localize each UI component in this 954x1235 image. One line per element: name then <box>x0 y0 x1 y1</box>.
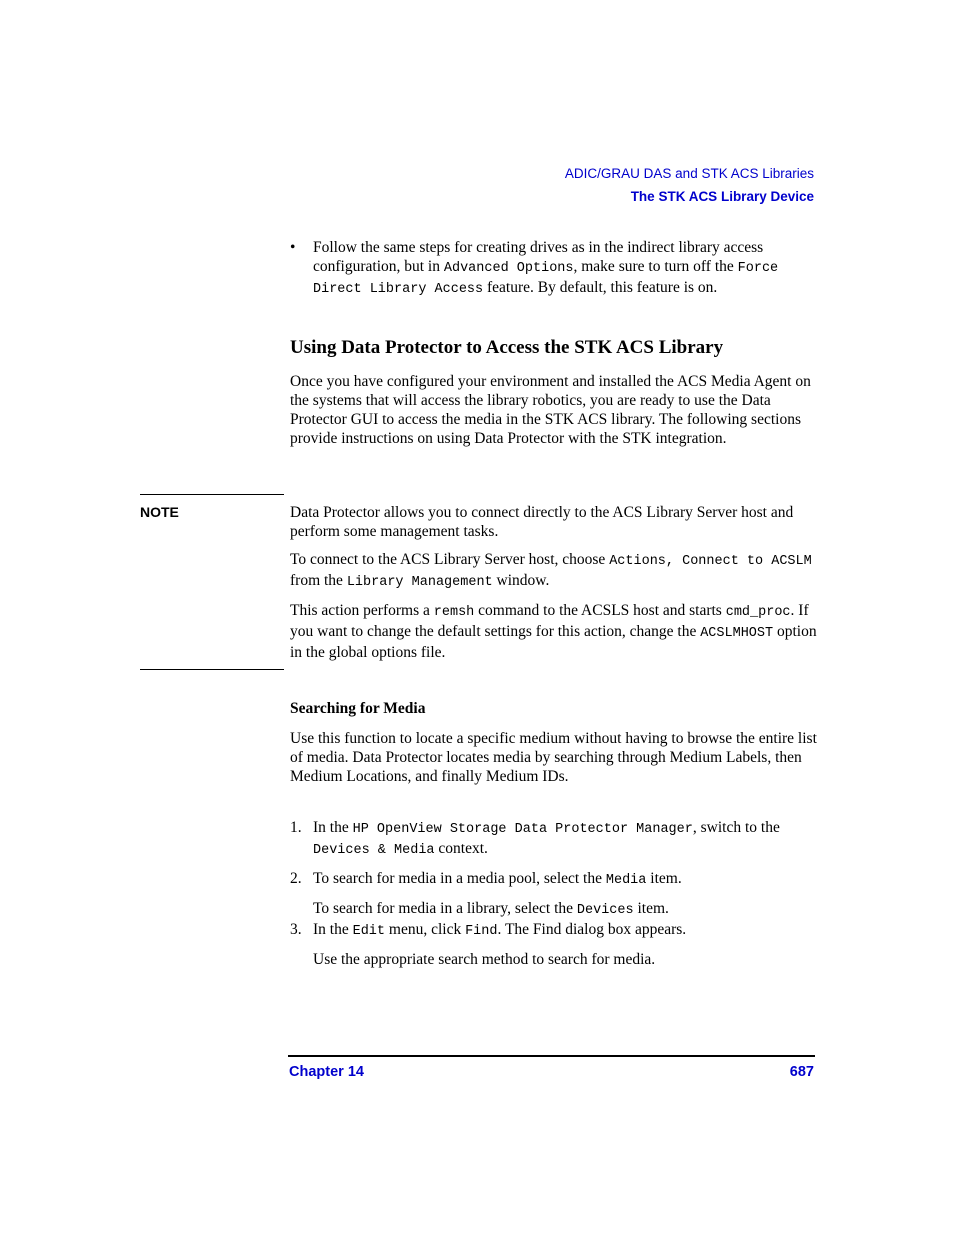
steps-list <box>290 818 818 969</box>
code-edit: Edit <box>352 924 386 939</box>
bullet-list <box>290 238 818 299</box>
list-item <box>290 818 818 860</box>
note-paragraph-2: To connect to the ACS Library Server host, choose Actions, Connect to ACSLM from the Library Management window. <box>290 551 812 590</box>
code-actions-connect: Actions, Connect to ACSLM <box>609 554 812 569</box>
list-item <box>290 920 818 941</box>
list-item <box>290 238 818 299</box>
step-text: In the Edit menu, click Find. The Find dialog box appears. <box>313 921 687 939</box>
section-intro: Once you have configured your environment and installed the ACS Media Agent on the systems that will access the library robotics, you are ready to use the Data Protector GUI to access the media in the STK ACS library. The following sections provide instructions on using Data Protector with the STK integration. <box>290 373 811 447</box>
step-number: 1. <box>290 819 302 836</box>
code-media: Media <box>605 873 647 888</box>
bullet-icon: • <box>290 239 296 256</box>
step-text: To search for media in a media pool, select the Media item. <box>313 870 682 888</box>
step-number: 2. <box>290 870 302 887</box>
bullet-text: Follow the same steps for creating drives as in the indirect library access configuration, but in Advanced Options, make sure to turn off the Force Direct Library Access feature. By default, this feature is on. <box>313 239 779 297</box>
code-remsh: remsh <box>433 605 475 620</box>
step-note: To search for media in a library, select the Devices item. <box>313 900 669 918</box>
note-rule-bottom <box>140 669 284 670</box>
note-label: NOTE <box>140 504 179 520</box>
running-header-chapter: ADIC/GRAU DAS and STK ACS Libraries <box>564 166 814 181</box>
code-cmd-proc: cmd_proc <box>725 605 791 620</box>
code-find: Find <box>465 924 498 939</box>
footer-page-number: 687 <box>789 1064 814 1080</box>
note-rule-top <box>140 494 284 495</box>
code-devices-media: Devices & Media <box>313 843 435 858</box>
code-library-management: Library Management <box>346 575 493 590</box>
step-number: 3. <box>290 921 302 938</box>
step-text: In the HP OpenView Storage Data Protector Manager, switch to the Devices & Media context. <box>313 819 780 858</box>
note-paragraph-1: Data Protector allows you to connect directly to the ACS Library Server host and perform some management tasks. <box>290 504 794 540</box>
code-advanced-options: Advanced Options <box>443 261 574 276</box>
footer-rule <box>288 1055 815 1057</box>
list-item <box>290 869 818 890</box>
code-force-direct-library-access: Force Direct Library Access <box>313 261 779 297</box>
code-devices: Devices <box>576 903 634 918</box>
subsection-intro: Use this function to locate a specific medium without having to browse the entire list of media. Data Protector locates media by searching through Medium Labels, then Medium Locations, and finally Medium IDs. <box>290 730 817 785</box>
note-paragraph-3: This action performs a remsh command to the ACSLS host and starts cmd_proc. If you want to change the default settings for this action, change the ACSLMHOST option in the global options file. <box>290 602 817 661</box>
running-header-section: The STK ACS Library Device <box>630 189 814 204</box>
section-heading: Using Data Protector to Access the STK ACS Library <box>290 337 724 358</box>
footer-chapter: Chapter 14 <box>289 1064 364 1080</box>
subsection-heading: Searching for Media <box>290 700 426 717</box>
code-manager-name: HP OpenView Storage Data Protector Manager <box>352 822 693 837</box>
note-body <box>290 503 818 662</box>
step-note: Use the appropriate search method to search for media. <box>313 951 656 968</box>
code-acslmhost: ACSLMHOST <box>700 626 774 641</box>
